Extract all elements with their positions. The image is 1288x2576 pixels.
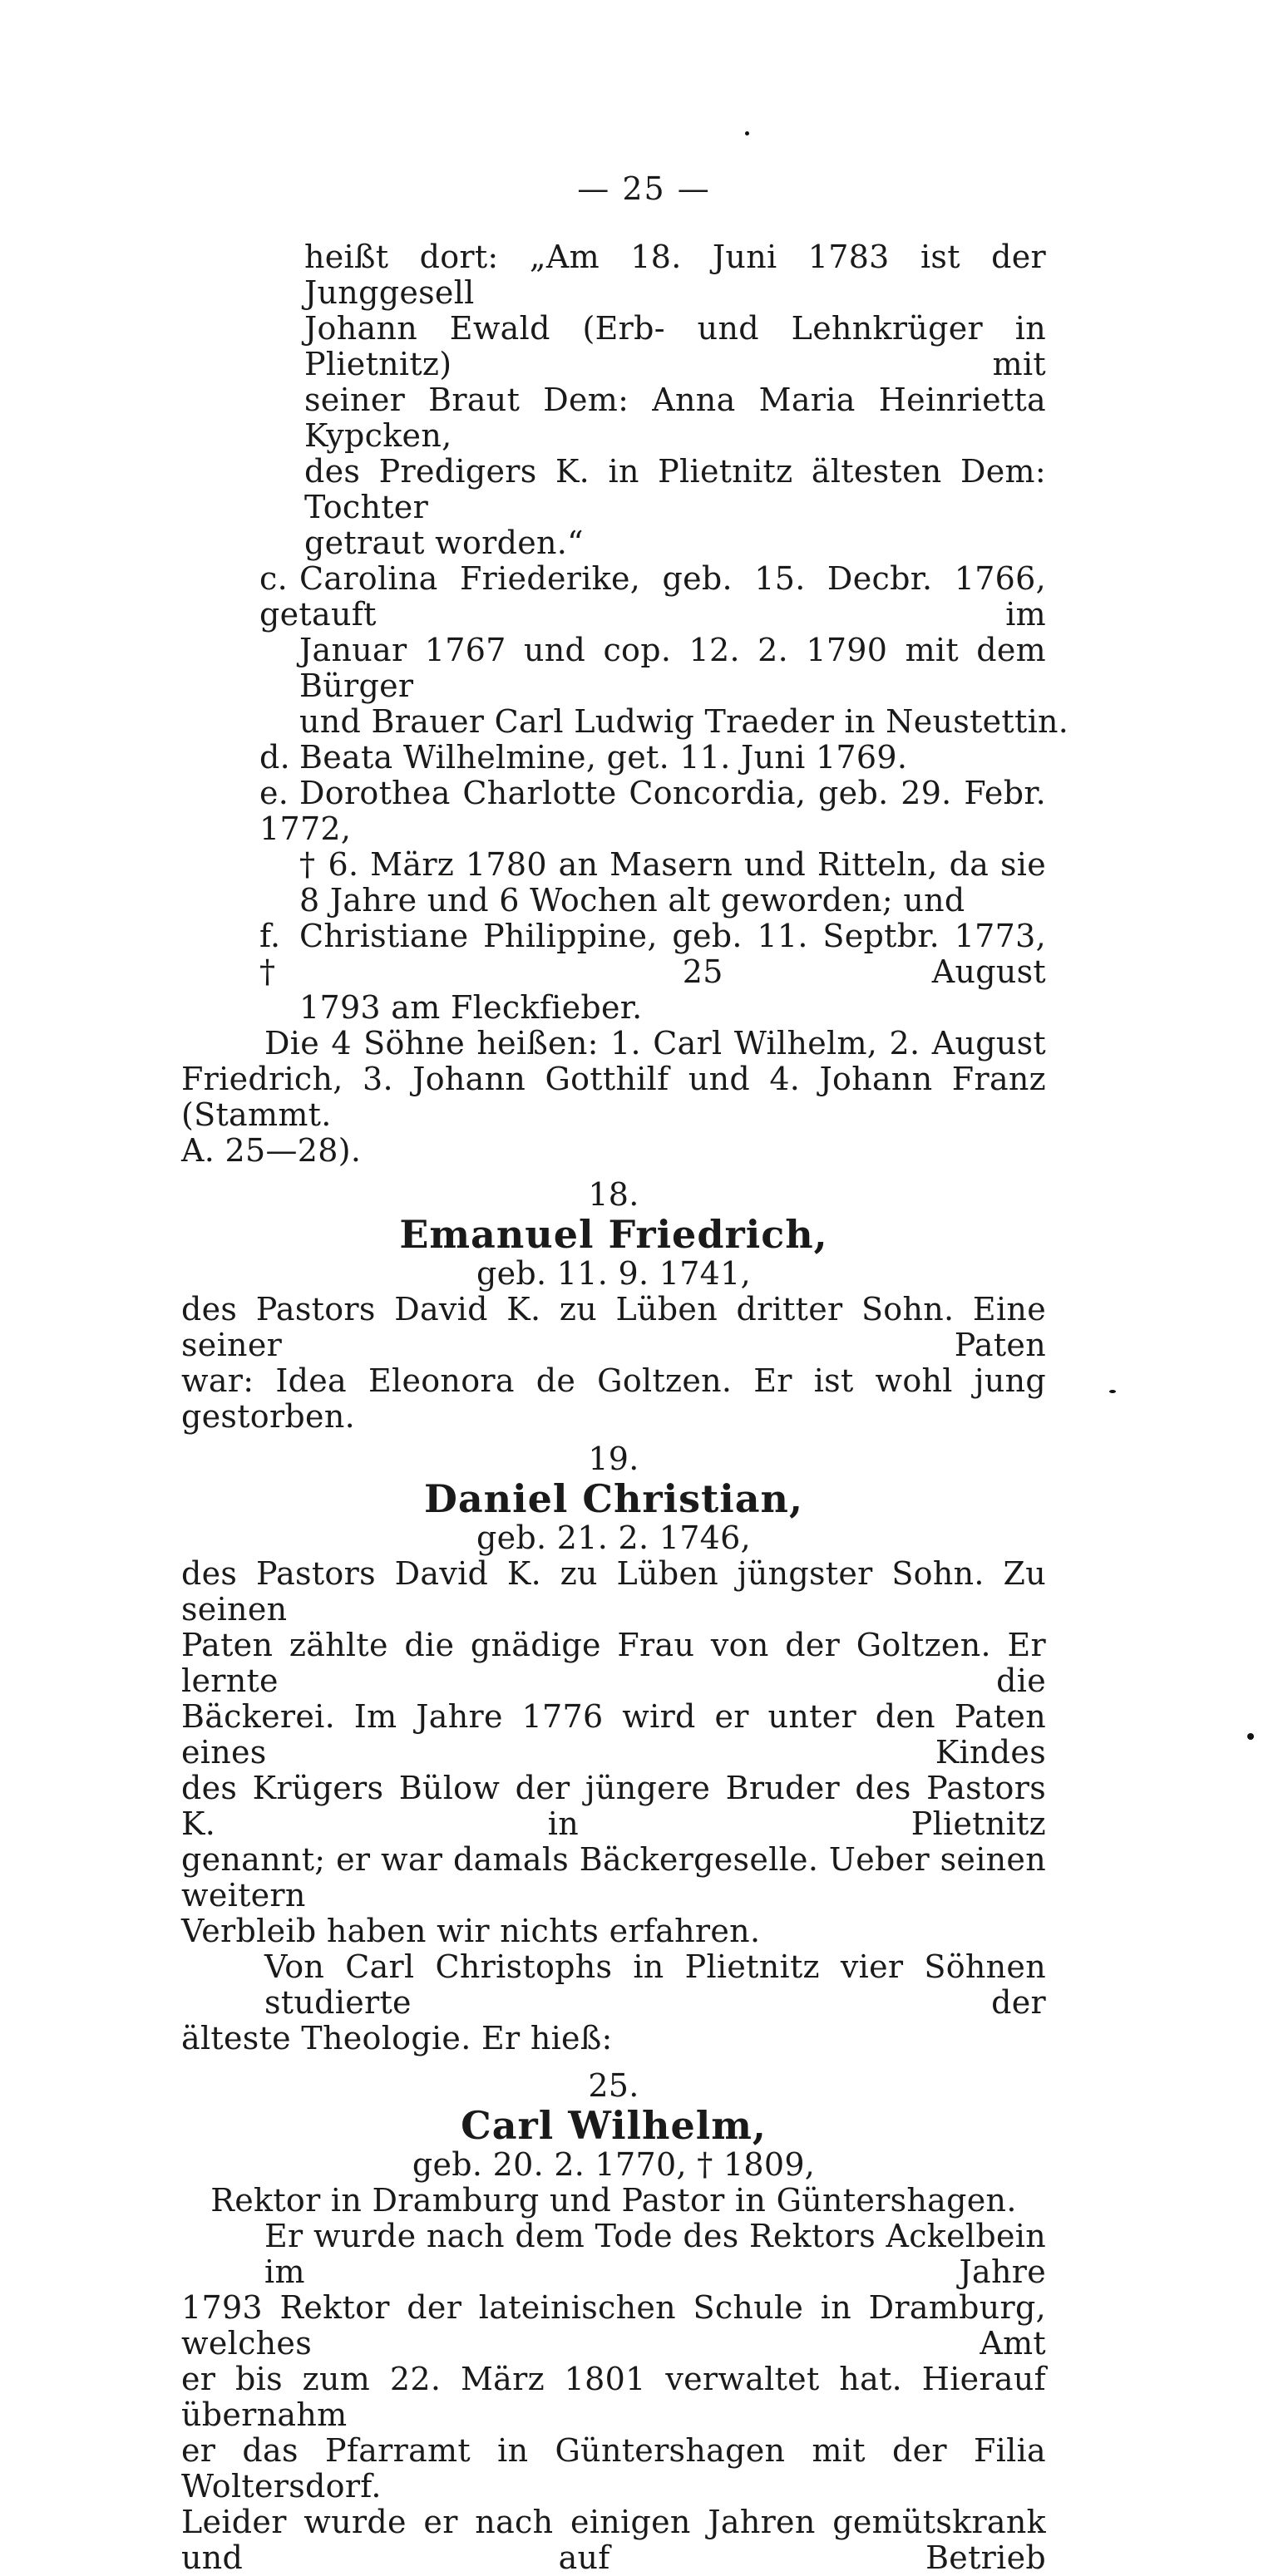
section-birth: geb. 11. 9. 1741, [476,1255,752,1292]
list-label: c. [259,560,288,597]
section-heading: Daniel Christian, [423,1476,804,1521]
list-label: e. [259,775,289,811]
print-speck [1247,1733,1254,1740]
text-line: genannt; er war damals Bäckergeselle. Ueber seinen weitern [181,1841,1046,1914]
text-line: Paten zählte die gnädige Frau von der Goltzen. Er lernte die [181,1627,1046,1699]
section-number: 25. [588,2067,639,2104]
text-line: Friedrich, 3. Johann Gotthilf und 4. Johann Franz (Stammt. [181,1061,1046,1133]
section-heading: Emanuel Friedrich, [399,1212,828,1257]
text-line: Johann Ewald (Erb- und Lehnkrüger in Plietnitz) mit [304,310,1046,382]
text-line: Dorothea Charlotte Concordia, geb. 29. Febr. 1772, [259,775,1046,847]
list-item [181,919,1046,1026]
section-role: Rektor in Dramburg und Pastor in Güntershagen. [210,2182,1017,2219]
section-number: 18. [588,1176,639,1213]
section-heading: Carl Wilhelm, [461,2103,767,2148]
text-line: Die 4 Söhne heißen: 1. Carl Wilhelm, 2. August [264,1025,1046,1061]
text-line: er bis zum 22. März 1801 verwaltet hat. Hierauf übernahm [181,2361,1046,2433]
text-line: älteste Theologie. Er hieß: [181,2020,613,2056]
continued-paragraph [181,239,1046,561]
sons-paragraph [181,1026,1046,1169]
section-birth: geb. 21. 2. 1746, [476,1519,752,1556]
text-line: Von Carl Christophs in Plietnitz vier Söhnen studierte der [264,1948,1046,2021]
text-line: war: Idea Eleonora de Goltzen. Er ist wohl jung gestorben. [181,1362,1046,1435]
print-speck [745,131,749,135]
text-line: Beata Wilhelmine, get. 11. Juni 1769. [299,739,908,776]
text-line: er das Pfarramt in Güntershagen mit der Filia Woltersdorf. [181,2432,1046,2505]
text-line: Carolina Friederike, geb. 15. Decbr. 1766, getauft im [259,560,1046,633]
section-birth: geb. 20. 2. 1770, † 1809, [412,2146,816,2183]
page-number: — 25 — [577,170,711,207]
text-line: und Brauer Carl Ludwig Traeder in Neustettin. [299,703,1069,740]
section-18 [181,1177,1046,1435]
text-line: des Pastors David K. zu Lüben jüngster Sohn. Zu seinen [181,1555,1046,1628]
text-line: des Pastors David K. zu Lüben dritter Sohn. Eine seiner Paten [181,1291,1046,1363]
list-label: d. [259,739,291,776]
text-line: des Predigers K. in Plietnitz ältesten Dem: Tochter [304,453,1046,525]
text-line: A. 25—28). [181,1132,362,1169]
text-line: Januar 1767 und cop. 12. 2. 1790 mit dem Bürger [299,632,1046,704]
text-line: † 6. März 1780 an Masern und Ritteln, da sie [299,846,1046,883]
section-19 [181,1441,1046,2056]
text-line: heißt dort: „Am 18. Juni 1783 ist der Junggesell [304,239,1046,311]
list-item [181,740,1046,776]
text-line: 1793 am Fleckfieber. [299,989,643,1026]
text-line: Leider wurde er nach einigen Jahren gemütskrank und auf Betrieb [181,2504,1046,2576]
section-number: 19. [588,1441,639,1477]
section-25 [181,2068,1046,2576]
text-line: Christiane Philippine, geb. 11. Septbr. 1773, † 25 August [259,918,1046,990]
text-line: Er wurde nach dem Tode des Rektors Ackelbein im Jahre [264,2218,1046,2290]
text-line: 1793 Rektor der lateinischen Schule in Dramburg, welches Amt [181,2289,1046,2362]
text-line: getraut worden.“ [304,525,584,561]
print-speck [1109,1390,1116,1393]
text-line: des Krügers Bülow der jüngere Bruder des Pastors K. in Plietnitz [181,1770,1046,1842]
daughters-list [181,560,1069,1026]
text-line: 8 Jahre und 6 Wochen alt geworden; und [299,882,965,919]
text-line: seiner Braut Dem: Anna Maria Heinrietta Kypcken, [304,382,1046,454]
list-item [181,560,1069,740]
list-item [181,776,1046,919]
page-body [181,239,1069,2576]
list-label: f. [259,918,281,954]
text-line: Verbleib haben wir nichts erfahren. [181,1913,761,1949]
text-line: Bäckerei. Im Jahre 1776 wird er unter den Paten eines Kindes [181,1698,1046,1771]
